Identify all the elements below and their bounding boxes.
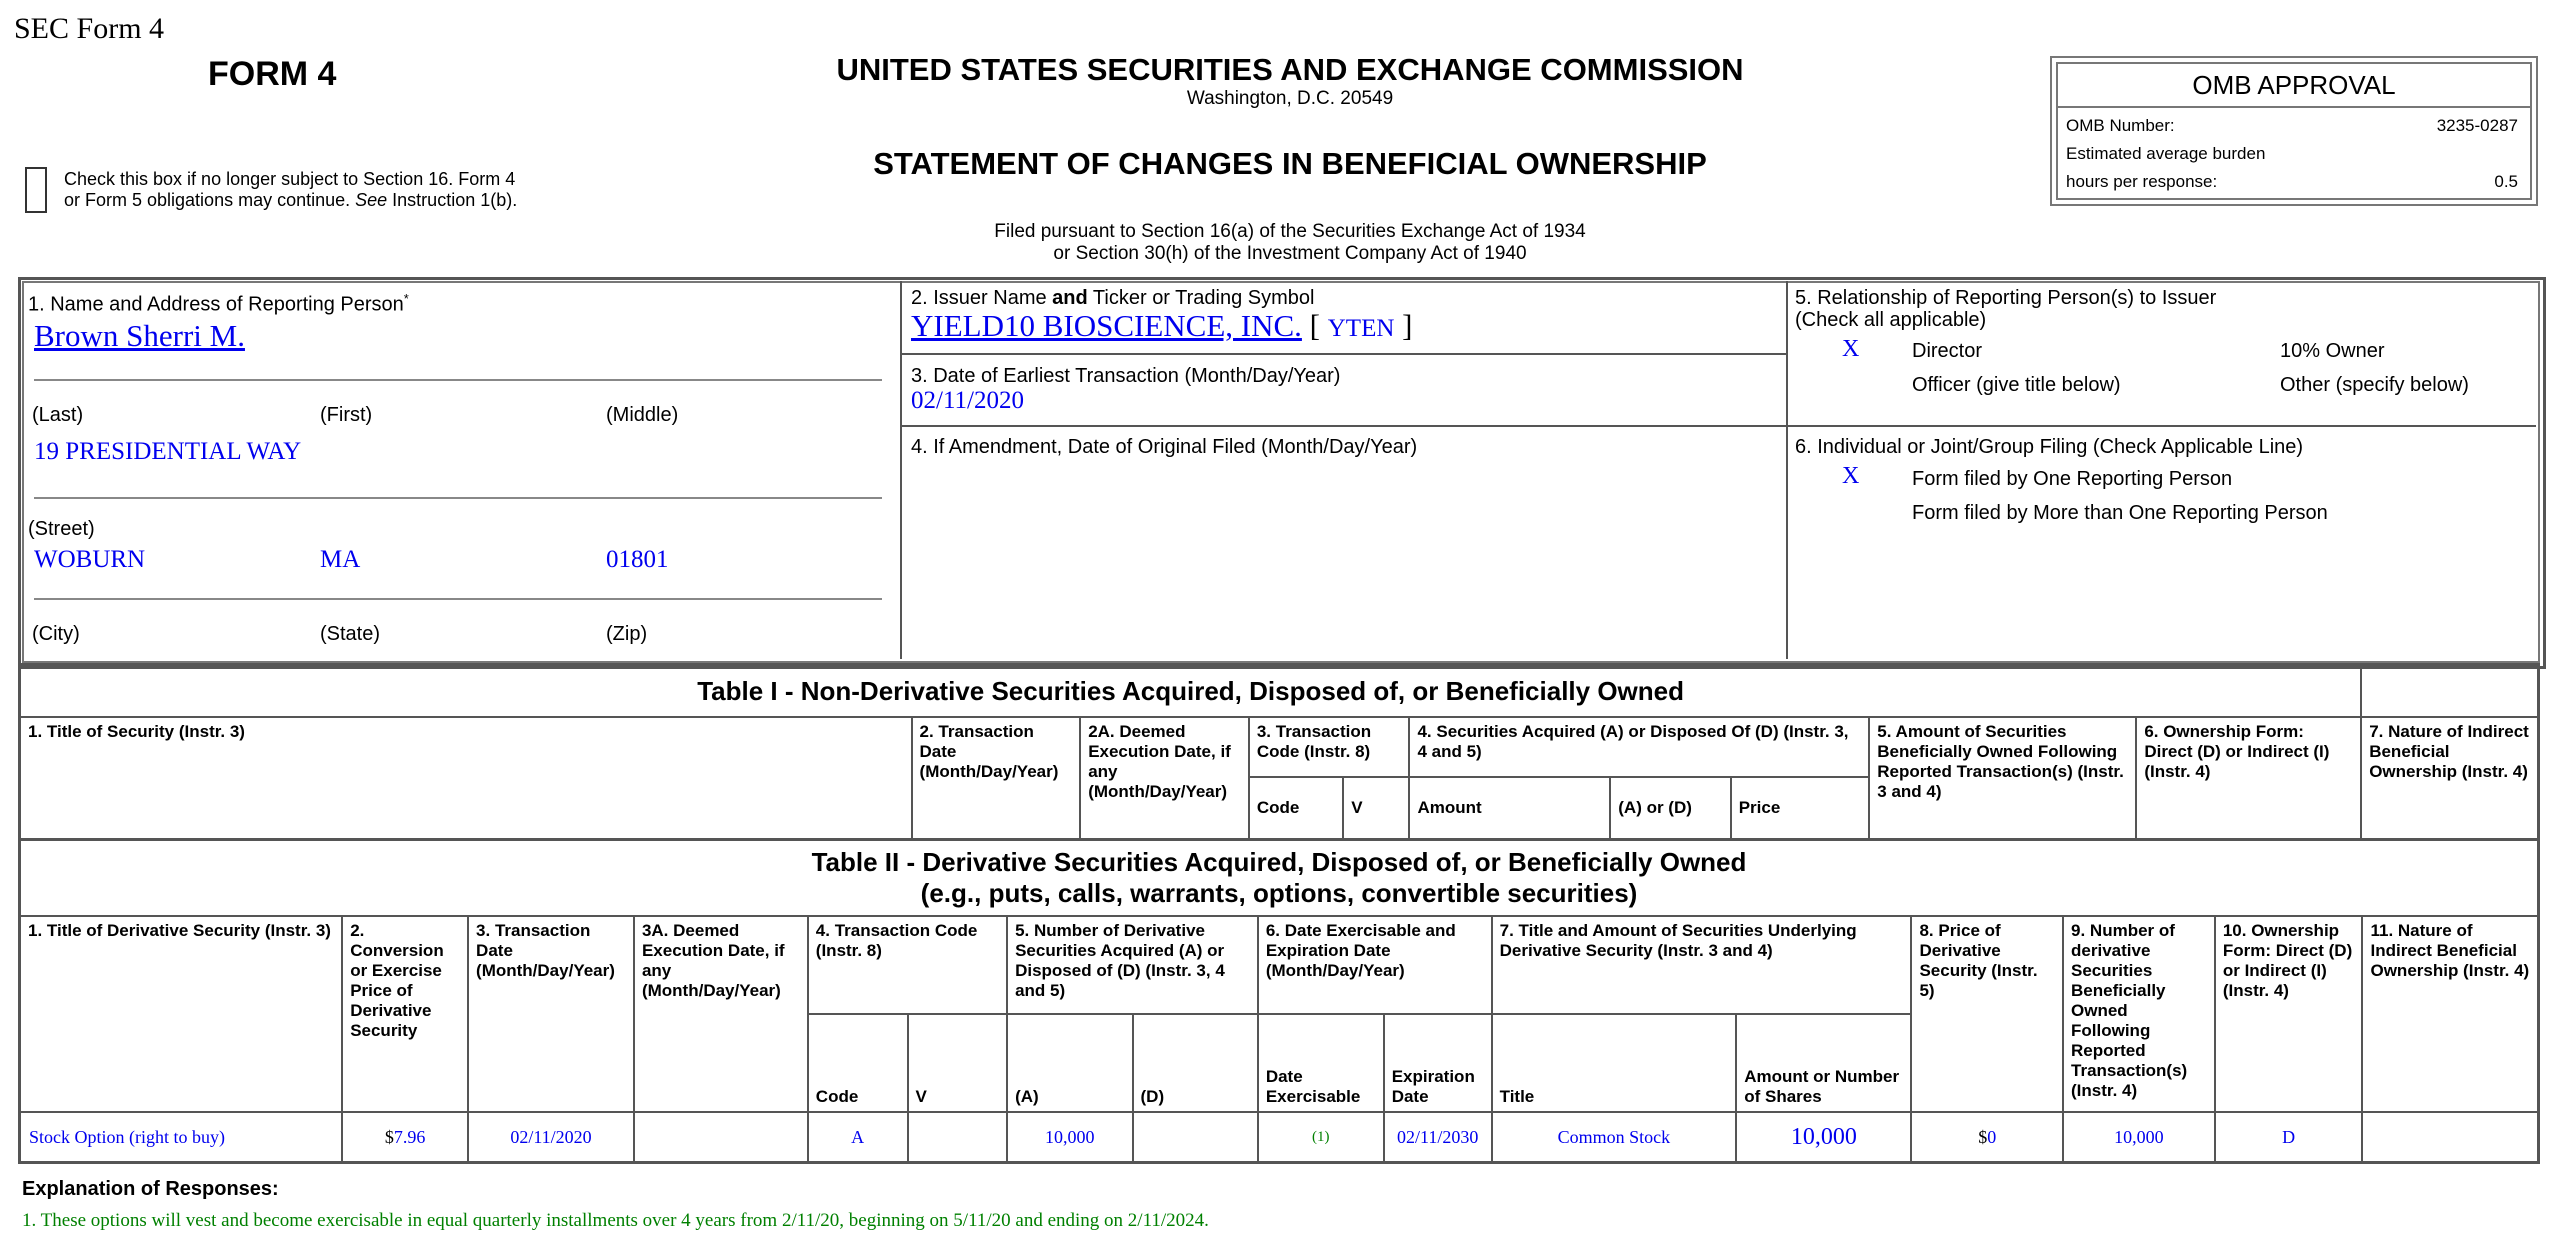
reporting-person-label: 1. Name and Address of Reporting Person* bbox=[28, 291, 409, 316]
row-v bbox=[908, 1112, 1008, 1163]
t1-sub-v: V bbox=[1343, 777, 1409, 840]
row-expiration: 02/11/2030 bbox=[1384, 1112, 1492, 1163]
row-owned: 10,000 bbox=[2063, 1112, 2215, 1163]
date-earliest-label: 3. Date of Earliest Transaction (Month/Day/Year) bbox=[911, 365, 1341, 387]
state-value: MA bbox=[320, 546, 361, 573]
issuer-name[interactable]: YIELD10 BIOSCIENCE, INC. bbox=[911, 308, 1302, 343]
explanation-title: Explanation of Responses: bbox=[22, 1178, 279, 1200]
officer-label: Officer (give title below) bbox=[1912, 374, 2121, 396]
row-code: A bbox=[808, 1112, 908, 1163]
more-persons-label: Form filed by More than One Reporting Person bbox=[1912, 502, 2328, 524]
t1-sub-code: Code bbox=[1249, 777, 1343, 840]
t1-col-title: 1. Title of Security (Instr. 3) bbox=[20, 717, 912, 840]
date-earliest-value: 02/11/2020 bbox=[911, 387, 1024, 414]
agency-location: Washington, D.C. 20549 bbox=[1186, 88, 1394, 109]
t2-col-exercisable: 6. Date Exercisable and Expiration Date (Month/Day/Year) bbox=[1258, 916, 1492, 1014]
row-form: D bbox=[2215, 1112, 2363, 1163]
omb-box bbox=[2050, 56, 2538, 206]
t1-sub-price: Price bbox=[1731, 777, 1870, 840]
t1-sub-amount: Amount bbox=[1409, 777, 1610, 840]
t2-col-conversion: 2. Conversion or Exercise Price of Derivative Security bbox=[342, 916, 468, 1112]
omb-hours-label: hours per response: bbox=[2066, 172, 2218, 191]
omb-title: OMB APPROVAL bbox=[2058, 64, 2530, 108]
state-label: (State) bbox=[320, 623, 381, 645]
street-label: (Street) bbox=[28, 518, 95, 540]
issuer-ticker: YTEN bbox=[1327, 315, 1395, 342]
t2-sub-date-exercisable: Date Exercisable bbox=[1258, 1014, 1384, 1112]
statement-title: STATEMENT OF CHANGES IN BENEFICIAL OWNERSHIP bbox=[873, 146, 1707, 181]
city-label: (City) bbox=[32, 623, 80, 645]
t2-col-title: 1. Title of Derivative Security (Instr. 3) bbox=[20, 916, 343, 1112]
doc-label: SEC Form 4 bbox=[14, 12, 165, 45]
t1-col-code: 3. Transaction Code (Instr. 8) bbox=[1249, 717, 1410, 777]
form-title: FORM 4 bbox=[208, 55, 337, 93]
t2-col-form: 10. Ownership Form: Direct (D) or Indirect (I) (Instr. 4) bbox=[2215, 916, 2363, 1112]
issuer-line: YIELD10 BIOSCIENCE, INC. [ YTEN ] bbox=[911, 308, 1413, 343]
t2-sub-a: (A) bbox=[1007, 1014, 1132, 1112]
issuer-label: 2. Issuer Name and Ticker or Trading Symbol bbox=[911, 287, 1315, 309]
row-title: Stock Option (right to buy) bbox=[20, 1112, 343, 1163]
explanation-note-1: 1. These options will vest and become exercisable in equal quarterly installments over 4 years from 2/11/20, beginning on 5/11/20 and ending on 2/11/2024. bbox=[22, 1210, 1209, 1231]
t2-col-price: 8. Price of Derivative Security (Instr. 5) bbox=[1911, 916, 2063, 1112]
t2-col-deemed: 3A. Deemed Execution Date, if any (Month/Day/Year) bbox=[634, 916, 808, 1112]
city-value: WOBURN bbox=[34, 546, 146, 573]
table-row bbox=[20, 1112, 2539, 1163]
t1-sub-aord: (A) or (D) bbox=[1610, 777, 1730, 840]
row-underlying-title: Common Stock bbox=[1492, 1112, 1737, 1163]
t2-col-date: 3. Transaction Date (Month/Day/Year) bbox=[468, 916, 634, 1112]
reporting-person-name[interactable]: Brown Sherri M. bbox=[34, 318, 245, 353]
filed-pursuant: Filed pursuant to Section 16(a) of the Securities Exchange Act of 1934 or Section 30(h) of the Investment Company Act of 1940 bbox=[994, 221, 1586, 264]
t1-col-securities: 4. Securities Acquired (A) or Disposed Of (D) (Instr. 3, 4 and 5) bbox=[1409, 717, 1869, 777]
zip-label: (Zip) bbox=[606, 623, 648, 645]
zip-value: 01801 bbox=[606, 546, 669, 573]
t1-col-date: 2. Transaction Date (Month/Day/Year) bbox=[912, 717, 1081, 840]
section16-checkbox[interactable] bbox=[25, 167, 47, 213]
table-2-caption: Table II - Derivative Securities Acquired, Disposed of, or Beneficially Owned (e.g., puts, calls, warrants, options, convertible securities) bbox=[20, 840, 2539, 917]
director-label: Director bbox=[1912, 340, 1983, 362]
omb-number-label: OMB Number: bbox=[2066, 116, 2175, 135]
t2-col-number: 5. Number of Derivative Securities Acquired (A) or Disposed of (D) (Instr. 3, 4 and 5) bbox=[1007, 916, 1258, 1014]
row-underlying-amount: 10,000 bbox=[1736, 1112, 1911, 1163]
omb-hours-value: 0.5 bbox=[2494, 172, 2518, 191]
agency-block bbox=[560, 52, 2020, 110]
omb-burden-label: Estimated average burden bbox=[2066, 144, 2266, 163]
row-price: $0 bbox=[1911, 1112, 2063, 1163]
t2-sub-expiration: Expiration Date bbox=[1384, 1014, 1492, 1112]
t1-col-amount-owned: 5. Amount of Securities Beneficially Owned Following Reported Transaction(s) (Instr. 3 and 4) bbox=[1869, 717, 2136, 840]
table-1-caption: Table I - Non-Derivative Securities Acquired, Disposed of, or Beneficially Owned bbox=[20, 665, 2362, 718]
t2-col-nature: 11. Nature of Indirect Beneficial Ownership (Instr. 4) bbox=[2362, 916, 2538, 1112]
middle-label: (Middle) bbox=[606, 404, 679, 426]
street-value: 19 PRESIDENTIAL WAY bbox=[34, 438, 302, 465]
row-date-exercisable: (1) bbox=[1258, 1112, 1384, 1163]
t2-col-underlying: 7. Title and Amount of Securities Underlying Derivative Security (Instr. 3 and 4) bbox=[1492, 916, 1912, 1014]
row-a: 10,000 bbox=[1007, 1112, 1132, 1163]
t2-col-owned: 9. Number of derivative Securities Beneficially Owned Following Reported Transaction(s) (Instr. 4) bbox=[2063, 916, 2215, 1112]
row-nature bbox=[2362, 1112, 2538, 1163]
row-date: 02/11/2020 bbox=[468, 1112, 634, 1163]
t2-sub-title: Title bbox=[1492, 1014, 1737, 1112]
ten-pct-owner-label: 10% Owner bbox=[2280, 340, 2385, 362]
filing-label: 6. Individual or Joint/Group Filing (Check Applicable Line) bbox=[1795, 436, 2304, 458]
omb-number-value: 3235-0287 bbox=[2436, 116, 2518, 135]
last-label: (Last) bbox=[32, 404, 84, 426]
t1-col-deemed: 2A. Deemed Execution Date, if any (Month/Day/Year) bbox=[1080, 717, 1249, 840]
t2-sub-v: V bbox=[908, 1014, 1008, 1112]
t1-col-ownership-form: 6. Ownership Form: Direct (D) or Indirect (I) (Instr. 4) bbox=[2136, 717, 2361, 840]
row-d bbox=[1133, 1112, 1258, 1163]
table-1 bbox=[18, 663, 2540, 841]
other-label: Other (specify below) bbox=[2280, 374, 2469, 396]
t2-sub-amount: Amount or Number of Shares bbox=[1736, 1014, 1911, 1112]
amendment-label: 4. If Amendment, Date of Original Filed (Month/Day/Year) bbox=[911, 436, 1418, 458]
t2-sub-code: Code bbox=[808, 1014, 908, 1112]
t2-sub-d: (D) bbox=[1133, 1014, 1258, 1112]
table-2 bbox=[18, 838, 2540, 1164]
row-conversion-price: $7.96 bbox=[342, 1112, 468, 1163]
row-deemed bbox=[634, 1112, 808, 1163]
one-person-check[interactable]: X bbox=[1842, 463, 1860, 489]
t2-col-code: 4. Transaction Code (Instr. 8) bbox=[808, 916, 1007, 1014]
one-person-label: Form filed by One Reporting Person bbox=[1912, 468, 2233, 490]
director-check[interactable]: X bbox=[1842, 336, 1860, 362]
relationship-label: 5. Relationship of Reporting Person(s) to Issuer (Check all applicable) bbox=[1795, 287, 2217, 331]
section16-text: Check this box if no longer subject to Section 16. Form 4 or Form 5 obligations may continue. See Instruction 1(b). bbox=[64, 169, 518, 210]
first-label: (First) bbox=[320, 404, 373, 426]
t1-col-nature: 7. Nature of Indirect Beneficial Ownership (Instr. 4) bbox=[2361, 717, 2538, 840]
agency-title: UNITED STATES SECURITIES AND EXCHANGE COMMISSION bbox=[836, 52, 1744, 87]
